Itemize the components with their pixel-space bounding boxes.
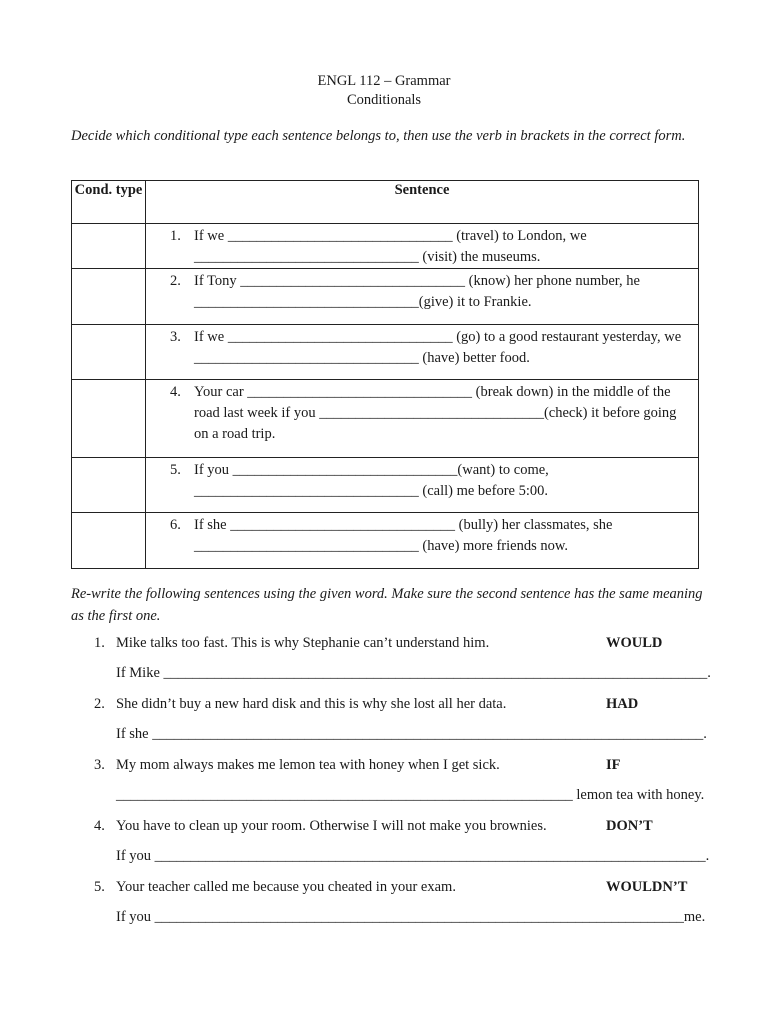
- row-number: 2.: [170, 273, 181, 289]
- sentence-cell: [146, 458, 699, 513]
- table-row: [72, 224, 699, 269]
- keyword: WOULDN’T: [606, 879, 688, 895]
- sentence-cell: [146, 224, 699, 269]
- item-number: 5.: [94, 879, 105, 895]
- row-number: 5.: [170, 462, 181, 478]
- sentence-text: If you _______________________________(want) to come, _______________________________ (call) me before 5:00.: [194, 462, 549, 499]
- original-sentence: Mike talks too fast. This is why Stephanie can’t understand him.: [116, 635, 490, 651]
- item-number: 1.: [94, 635, 105, 651]
- type-cell[interactable]: [72, 458, 146, 513]
- answer-line[interactable]: _______________________________________________________________ lemon tea with honey.: [116, 787, 705, 803]
- original-sentence: Your teacher called me because you cheated in your exam.: [116, 879, 456, 895]
- type-cell[interactable]: [72, 325, 146, 380]
- row-number: 6.: [170, 517, 181, 533]
- answer-line[interactable]: If Mike ___________________________________________________________________________.: [116, 665, 711, 681]
- table-row: [72, 458, 699, 513]
- table-row: [72, 325, 699, 380]
- answer-line[interactable]: If you ____________________________________________________________________________.: [116, 848, 710, 864]
- row-number: 3.: [170, 329, 181, 345]
- topic-title: Conditionals: [346, 92, 422, 108]
- column-header-type: Cond. type: [72, 181, 146, 224]
- row-number: 1.: [170, 228, 181, 244]
- item-number: 4.: [94, 818, 105, 834]
- original-sentence: You have to clean up your room. Otherwise I will not make you brownies.: [116, 818, 547, 834]
- sentence-cell: [146, 380, 699, 458]
- sentence-text: If we _______________________________ (go) to a good restaurant yesterday, we _______________________________ (have) better food.: [194, 329, 682, 366]
- sentence-cell: [146, 325, 699, 380]
- sentence-text: Your car _______________________________ (break down) in the middle of the road last week if you _______________________________(check) it before going on a road trip.: [194, 384, 677, 442]
- sentence-text: If we _______________________________ (travel) to London, we _______________________________ (visit) the museums.: [194, 228, 587, 265]
- course-title: ENGL 112 – Grammar: [317, 73, 451, 89]
- keyword: HAD: [606, 696, 639, 712]
- original-sentence: She didn’t buy a new hard disk and this is why she lost all her data.: [116, 696, 507, 712]
- column-header-sentence: Sentence: [146, 181, 699, 224]
- type-cell[interactable]: [72, 380, 146, 458]
- part1-instructions: Decide which conditional type each sentence belongs to, then use the verb in brackets in the correct form.: [71, 128, 686, 144]
- type-cell[interactable]: [72, 269, 146, 325]
- sentence-cell: [146, 269, 699, 325]
- sentence-cell: [146, 513, 699, 569]
- table-row: [72, 380, 699, 458]
- answer-line[interactable]: If she ____________________________________________________________________________.: [116, 726, 707, 742]
- item-number: 2.: [94, 696, 105, 712]
- type-cell[interactable]: [72, 224, 146, 269]
- keyword: DON’T: [606, 818, 653, 834]
- keyword: IF: [606, 757, 621, 773]
- conditionals-table: [71, 180, 699, 569]
- sentence-text: If she _______________________________ (bully) her classmates, she _______________________________ (have) more friends now.: [194, 517, 613, 554]
- answer-line[interactable]: If you _________________________________________________________________________me.: [116, 909, 706, 925]
- table-row: [72, 513, 699, 569]
- table-header-row: [72, 181, 699, 224]
- keyword: WOULD: [606, 635, 663, 651]
- table-row: [72, 269, 699, 325]
- type-cell[interactable]: [72, 513, 146, 569]
- row-number: 4.: [170, 384, 181, 400]
- part2-instructions: Re-write the following sentences using the given word. Make sure the second sentence has the same meaning as the first one.: [71, 586, 703, 624]
- item-number: 3.: [94, 757, 105, 773]
- original-sentence: My mom always makes me lemon tea with honey when I get sick.: [116, 757, 500, 773]
- sentence-text: If Tony _______________________________ (know) her phone number, he _______________________________(give) it to Frankie.: [194, 273, 640, 310]
